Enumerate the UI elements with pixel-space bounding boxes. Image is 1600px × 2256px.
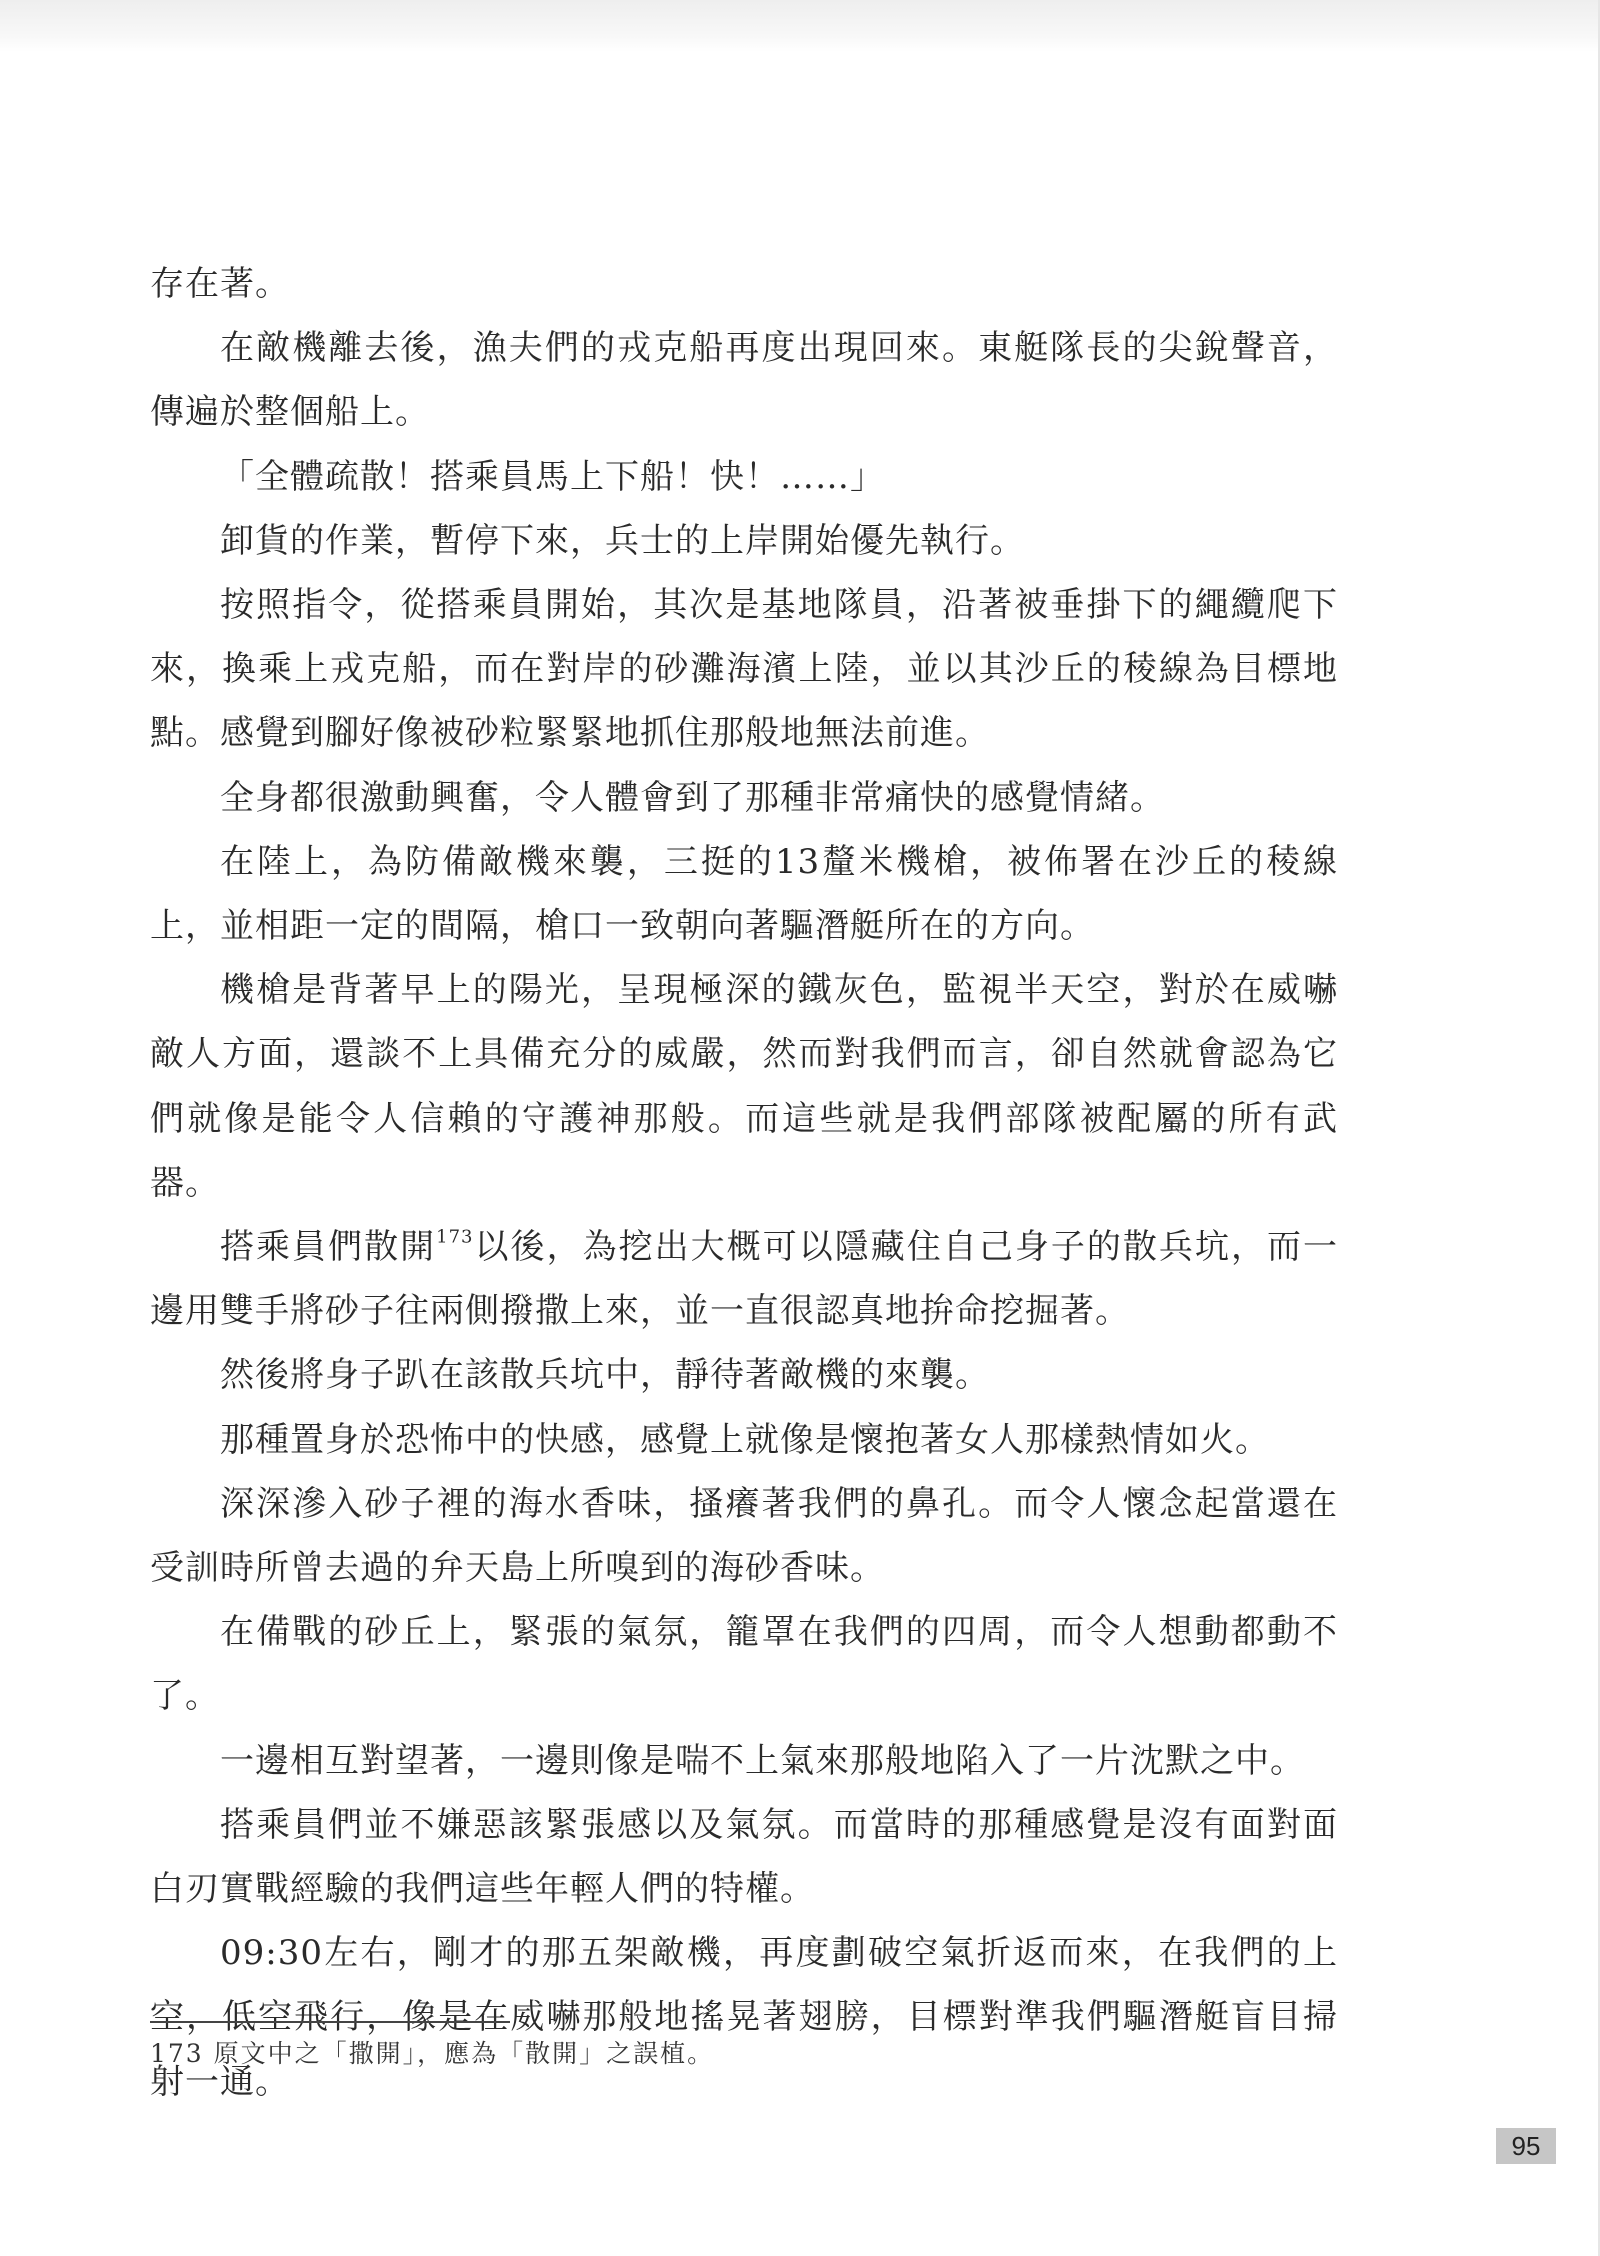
paragraph: 深深滲入砂子裡的海水香味，搔癢著我們的鼻孔。而令人懷念起當還在受訓時所曾去過的弁天島上所嗅到的海砂香味。 xyxy=(150,1483,1338,1589)
footnote-number: 173 xyxy=(150,2039,204,2068)
scan-top-shadow xyxy=(0,0,1600,52)
paragraph: 存在著。 xyxy=(150,264,290,304)
footnote-divider xyxy=(150,2021,510,2023)
paragraph-with-footnote-ref xyxy=(150,1215,1338,1343)
paragraph-text-before: 搭乘員們散開 xyxy=(220,1227,437,1268)
footnote-text: 原文中之「撒開」，應為「散開」之誤植。 xyxy=(213,2039,715,2068)
body-text xyxy=(150,252,1338,2114)
footnote-reference: 173 xyxy=(436,1226,474,1248)
paragraph: 全身都很激動興奮，令人體會到了那種非常痛快的感覺情緒。 xyxy=(220,777,1165,818)
paragraph: 然後將身子趴在該散兵坑中，靜待著敵機的來襲。 xyxy=(220,1355,990,1396)
paragraph: 在陸上，為防備敵機來襲，三挺的13釐米機槍，被佈署在沙丘的稜線上，並相距一定的間隔，槍口一致朝向著驅潛艇所在的方向。 xyxy=(150,841,1338,947)
paragraph: 在備戰的砂丘上，緊張的氣氛，籠罩在我們的四周，而令人想動都動不了。 xyxy=(150,1612,1338,1717)
paragraph: 「全體疏散！搭乘員馬上下船！快！……」 xyxy=(220,456,885,497)
paragraph-text-after: 以後，為挖出大概可以隱藏住自己身子的散兵坑，而一邊用雙手將砂子往兩側撥撒上來，並一直很認真地拚命挖掘著。 xyxy=(150,1227,1339,1332)
page-number: 95 xyxy=(1496,2128,1556,2164)
paragraph: 09:30左右，剛才的那五架敵機，再度劃破空氣折返而來，在我們的上空，低空飛行，像是在威嚇那般地搖晃著翅膀，目標對準我們驅潛艇盲目掃射一通。 xyxy=(150,1933,1338,2102)
paragraph: 在敵機離去後，漁夫們的戎克船再度出現回來。東艇隊長的尖銳聲音，傳遍於整個船上。 xyxy=(150,328,1338,433)
paragraph: 按照指令，從搭乘員開始，其次是基地隊員，沿著被垂掛下的繩纜爬下來，換乘上戎克船，而在對岸的砂灘海濱上陸，並以其沙丘的稜線為目標地點。感覺到腳好像被砂粒緊緊地抓住那般地無法前進。 xyxy=(150,585,1338,754)
paragraph: 卸貨的作業，暫停下來，兵士的上岸開始優先執行。 xyxy=(220,520,1025,561)
paragraph: 那種置身於恐怖中的快感，感覺上就像是懷抱著女人那樣熱情如火。 xyxy=(220,1419,1270,1460)
footnote xyxy=(150,2036,1338,2072)
paragraph: 搭乘員們並不嫌惡該緊張感以及氣氛。而當時的那種感覺是沒有面對面白刃實戰經驗的我們這些年輕人們的特權。 xyxy=(150,1804,1338,1910)
paragraph: 一邊相互對望著，一邊則像是喘不上氣來那般地陷入了一片沈默之中。 xyxy=(220,1740,1305,1781)
paragraph: 機槍是背著早上的陽光，呈現極深的鐵灰色，監視半天空，對於在威嚇敵人方面，還談不上具備充分的威嚴，然而對我們而言，卻自然就會認為它們就像是能令人信賴的守護神那般。而這些就是我們部隊被配屬的所有武器。 xyxy=(150,970,1338,1203)
